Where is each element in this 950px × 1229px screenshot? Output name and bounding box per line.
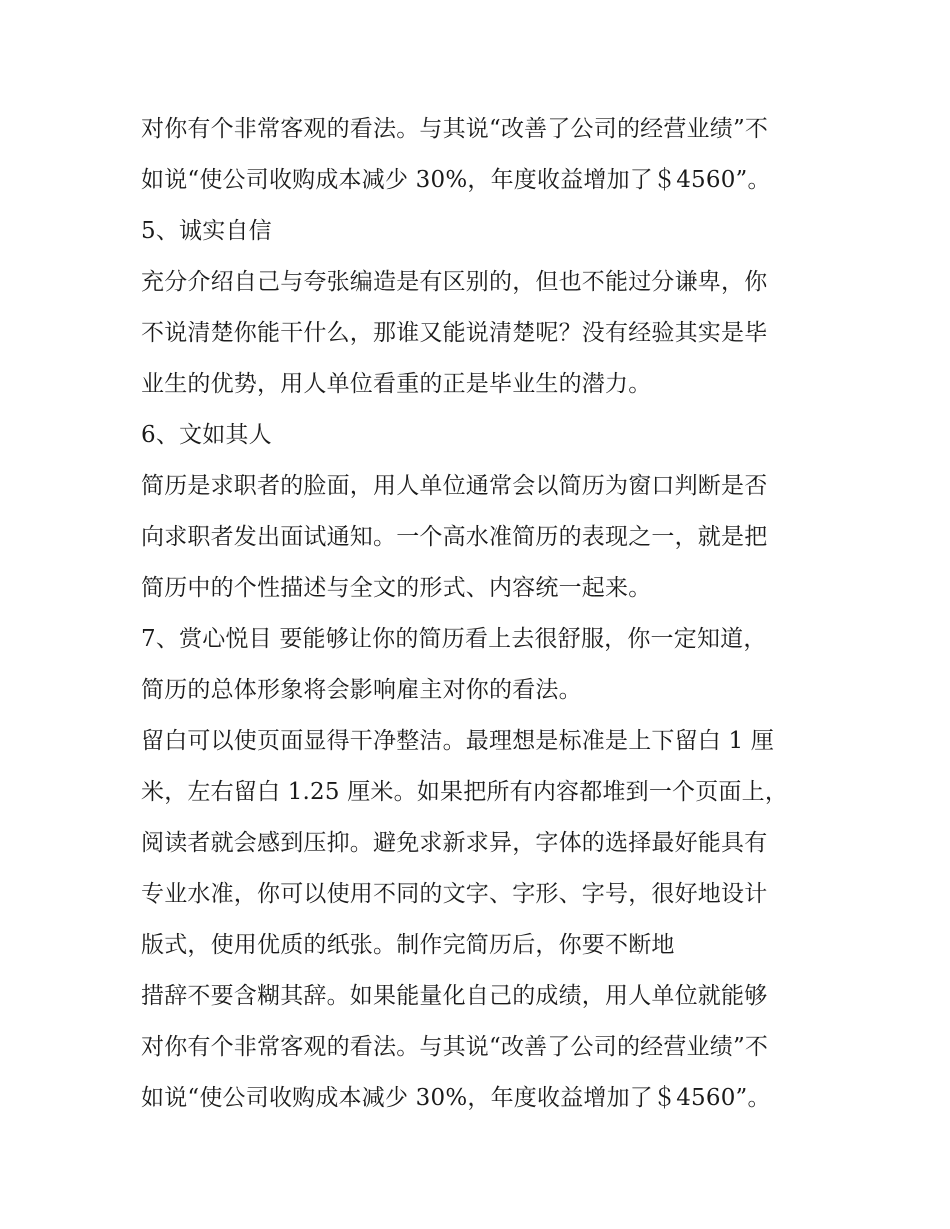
text-line: 专业水准，你可以使用不同的文字、字形、字号，很好地设计 xyxy=(141,881,768,907)
text-line: 简历中的个性描述与全文的形式、内容统一起来。 xyxy=(141,575,652,601)
text-line: 充分介绍自己与夸张编造是有区别的，但也不能过分谦卑，你 xyxy=(141,269,768,295)
section-heading: 7、赏心悦目 要能够让你的简历看上去很舒服，你一定知道， xyxy=(141,626,767,652)
text-line: 不说清楚你能干什么，那谁又能说清楚呢？没有经验其实是毕 xyxy=(141,320,768,346)
text-line: 对你有个非常客观的看法。与其说“改善了公司的经营业绩”不 xyxy=(141,116,769,142)
text-line: 如说“使公司收购成本减少 30%，年度收益增加了＄4560”。 xyxy=(141,1085,771,1111)
text-line: 米，左右留白 1.25 厘米。如果把所有内容都堆到一个页面上， xyxy=(141,779,789,805)
text-line: 阅读者就会感到压抑。避免求新求异，字体的选择最好能具有 xyxy=(141,830,768,856)
text-line: 对你有个非常客观的看法。与其说“改善了公司的经营业绩”不 xyxy=(141,1034,769,1060)
text-line: 简历是求职者的脸面，用人单位通常会以简历为窗口判断是否 xyxy=(141,473,768,499)
section-heading: 5、诚实自信 xyxy=(141,218,272,244)
document-body xyxy=(141,104,821,1124)
text-line: 如说“使公司收购成本减少 30%，年度收益增加了＄4560”。 xyxy=(141,167,771,193)
text-line: 版式，使用优质的纸张。制作完简历后，你要不断地 xyxy=(141,932,675,958)
text-line: 简历的总体形象将会影响雇主对你的看法。 xyxy=(141,677,582,703)
text-line: 留白可以使页面显得干净整洁。最理想是标准是上下留白 1 厘 xyxy=(141,728,775,754)
section-heading: 6、文如其人 xyxy=(141,422,272,448)
text-line: 向求职者发出面试通知。一个高水准简历的表现之一，就是把 xyxy=(141,524,768,550)
text-line: 措辞不要含糊其辞。如果能量化自己的成绩，用人单位就能够 xyxy=(141,983,768,1009)
text-line: 业生的优势，用人单位看重的正是毕业生的潜力。 xyxy=(141,371,652,397)
